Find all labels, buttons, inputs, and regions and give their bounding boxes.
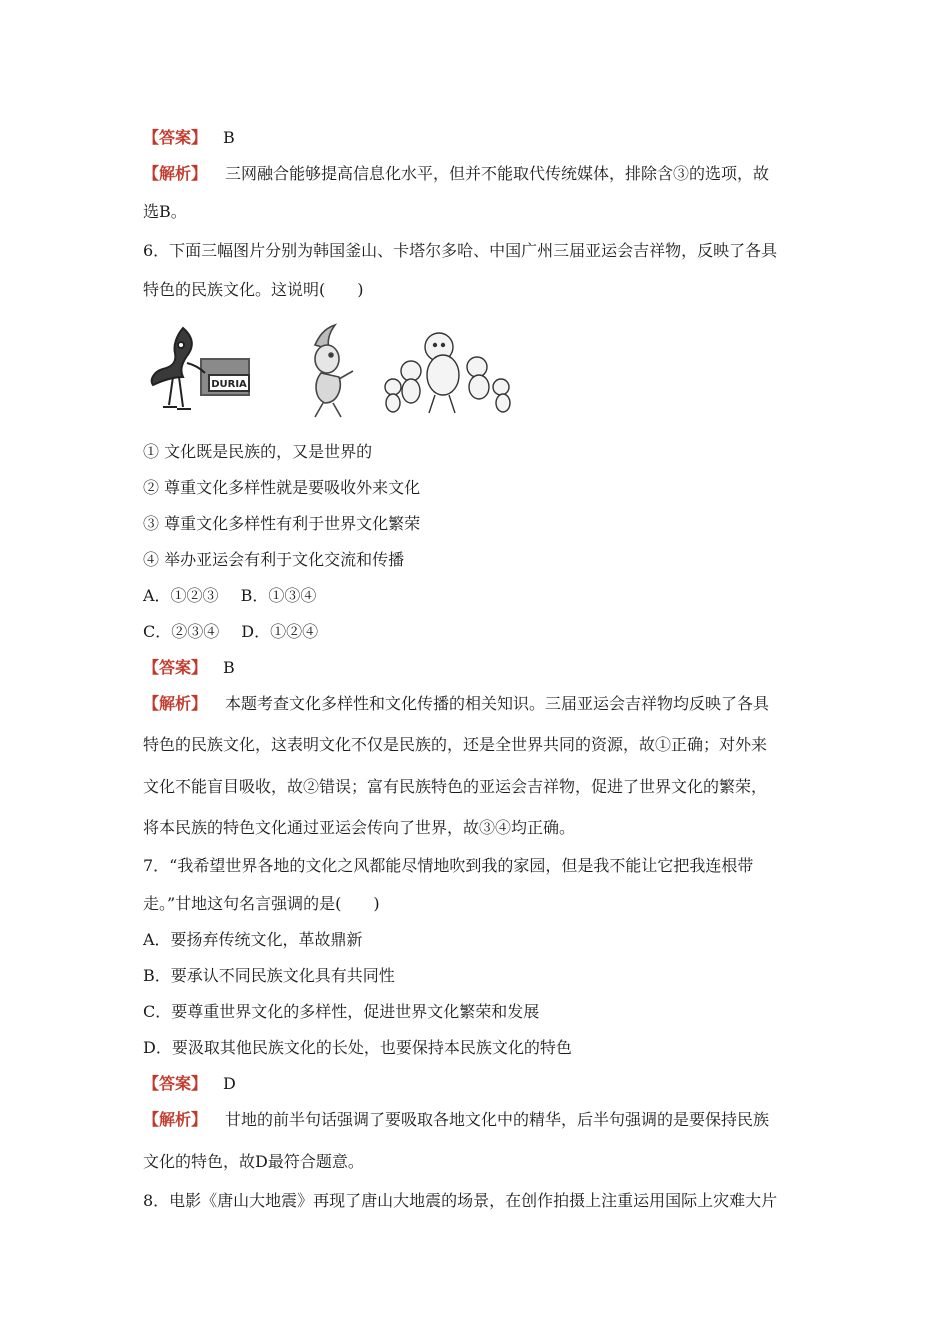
analysis-tag: 【解析】: [143, 1110, 208, 1129]
statement-1: ① 文化既是民族的，又是世界的: [143, 442, 373, 461]
analysis-text: 三网融合能够提高信息化水平，但并不能取代传统媒体，排除含③的选项，故: [225, 164, 770, 183]
option-c: C．②③④: [143, 622, 220, 641]
busan-mascot-image: [152, 328, 249, 409]
answer-tag: 【答案】: [143, 128, 208, 147]
question-stem: 6．下面三幅图片分别为韩国釜山、卡塔尔多哈、中国广州三届亚运会吉祥物，反映了各具: [143, 241, 778, 260]
options-row-2: [143, 621, 318, 643]
option-b: B．要承认不同民族文化具有共同性: [143, 966, 395, 985]
answer-row-q7: [143, 1073, 236, 1095]
option-d: D．要汲取其他民族文化的长处，也要保持本民族文化的特色: [143, 1038, 572, 1057]
analysis-text-continued: 将本民族的特色文化通过亚运会传向了世界，故③④均正确。: [143, 818, 576, 837]
analysis-text-continued: 特色的民族文化，这表明文化不仅是民族的，还是全世界共同的资源，故①正确；对外来: [143, 735, 768, 754]
analysis-text-continued: 选B。: [143, 202, 187, 221]
doha-mascot-image: [315, 325, 353, 417]
option-a: A．①②③: [143, 586, 219, 605]
option-c: C．要尊重世界文化的多样性，促进世界文化繁荣和发展: [143, 1002, 540, 1021]
mascot-sign-text: DURIA: [211, 379, 247, 390]
option-d: D．①②④: [241, 622, 319, 641]
answer-value: B: [223, 658, 235, 677]
question-stem-continued: 特色的民族文化。这说明( ): [143, 280, 364, 299]
mascot-images: [143, 323, 543, 423]
question-stem-continued: 走。”甘地这句名言强调的是( ): [143, 894, 380, 913]
question-stem: 8．电影《唐山大地震》再现了唐山大地震的场景，在创作拍摄上注重运用国际上灾难大片: [143, 1191, 778, 1210]
analysis-text-continued: 文化的特色，故D最符合题意。: [143, 1152, 364, 1171]
answer-value: B: [223, 128, 235, 147]
analysis-text: 甘地的前半句话强调了要吸取各地文化中的精华，后半句强调的是要保持民族: [225, 1110, 770, 1129]
analysis-row-q6: [143, 693, 769, 715]
statement-3: ③ 尊重文化多样性有利于世界文化繁荣: [143, 514, 421, 533]
analysis-tag: 【解析】: [143, 164, 208, 183]
answer-value: D: [223, 1074, 236, 1093]
analysis-text-continued: 文化不能盲目吸收，故②错误；富有民族特色的亚运会吉祥物，促进了世界文化的繁荣，: [143, 777, 768, 796]
statement-4: ④ 举办亚运会有利于文化交流和传播: [143, 550, 405, 569]
analysis-text: 本题考查文化多样性和文化传播的相关知识。三届亚运会吉祥物均反映了各具: [225, 694, 770, 713]
answer-row-q6: [143, 657, 235, 679]
analysis-tag: 【解析】: [143, 694, 208, 713]
answer-tag: 【答案】: [143, 1074, 208, 1093]
option-a: A．要扬弃传统文化，革故鼎新: [143, 930, 363, 949]
options-row-1: [143, 585, 316, 607]
statement-2: ② 尊重文化多样性就是要吸收外来文化: [143, 478, 421, 497]
answer-tag: 【答案】: [143, 658, 208, 677]
question-stem: 7．“我希望世界各地的文化之风都能尽情地吹到我的家园，但是我不能让它把我连根带: [143, 856, 754, 875]
answer-row-q5: [143, 127, 235, 149]
analysis-row-q7: [143, 1109, 769, 1131]
option-b: B．①③④: [240, 586, 317, 605]
analysis-row-q5: [143, 163, 769, 185]
guangzhou-mascot-image: [385, 333, 510, 413]
